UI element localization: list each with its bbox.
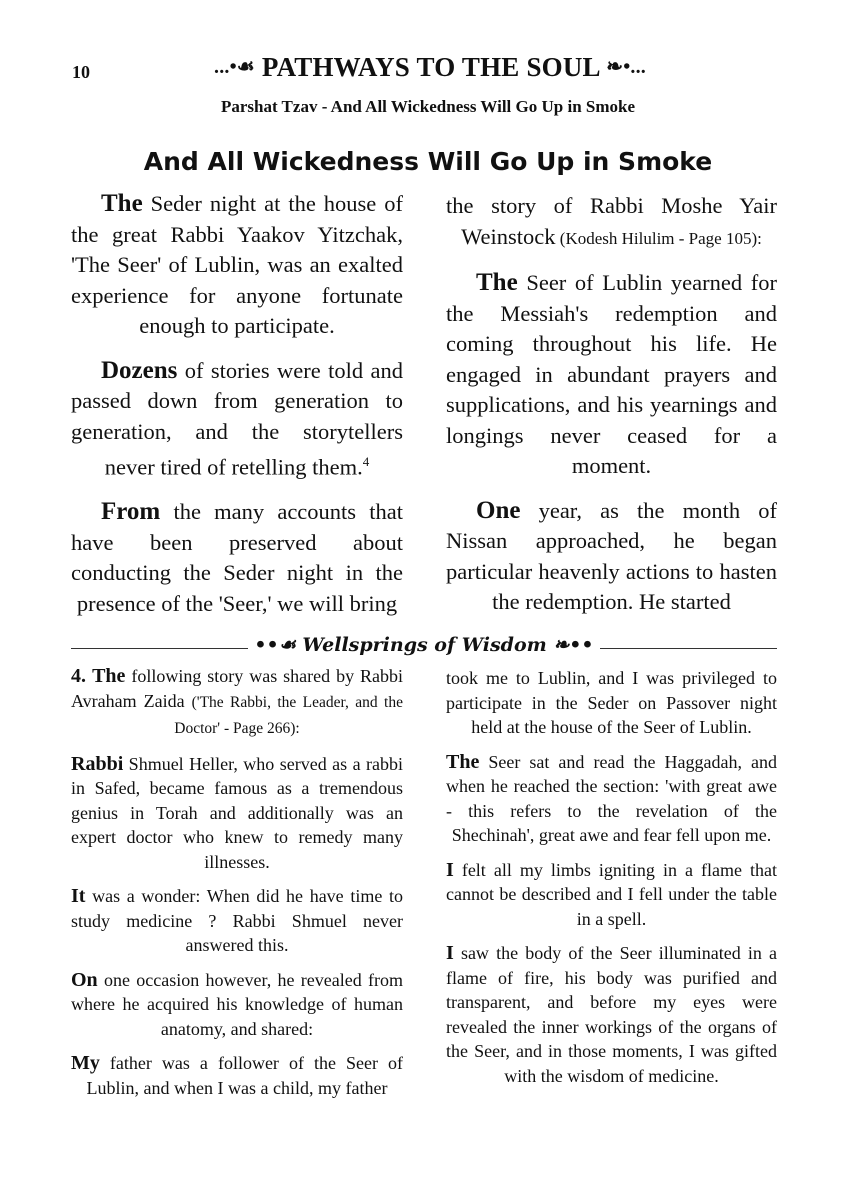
running-title [130,52,730,83]
lead-word: The [101,190,143,217]
divider-label [71,634,777,656]
paragraph-continuation [446,191,777,254]
paragraph [71,356,403,484]
footnote-text: following story was shared by Rabbi Avraham Zaida [71,666,403,711]
footnote-paragraph [71,664,403,742]
paragraph [446,268,777,482]
divider-ornament-left-icon: ••☙ [254,634,296,656]
paragraph-text: of stories were told and passed down from generation to generation, and the storytellers never tired of retelling them. [71,357,403,480]
footnote-paragraph [71,752,403,875]
footnote-text: was a wonder: When did he have time to study medicine ? Rabbi Shmuel never answered this. [71,886,403,955]
footnote-paragraph [71,1051,403,1100]
article-column-left [71,189,403,633]
lead-word: It [71,885,86,907]
footnote-paragraph [71,884,403,958]
ornament-left-icon: ...•☙ [214,56,255,78]
lead-word: Rabbi [71,752,124,775]
lead-word: My [71,1052,100,1074]
footnote-continuation [446,666,777,740]
source-reference: (Kodesh Hilulim - Page 105): [555,228,762,248]
paragraph-text: Seder night at the house of the great Rabbi Yaakov Yitzchak, 'The Seer' of Lublin, was an exalted experience for anyone fortunate enough to participate. [71,191,403,338]
lead-word: Dozens [101,356,178,384]
paragraph [446,496,777,618]
divider-label-text: Wellsprings of Wisdom [302,634,547,656]
lead-word: The [476,269,518,296]
lead-word: From [101,498,161,525]
source-reference: ('The Rabbi, the Leader, and the Doctor' - Page 266): [174,693,403,737]
divider-ornament-right-icon: ❧•• [553,634,594,656]
footnote-text: Seer sat and read the Haggadah, and when he reached the section: 'with great awe - this refers to the revelation of the Shechinah', great awe and fear fell upon me. [446,751,777,845]
footnote-paragraph [446,941,777,1088]
footnote-text: one occasion however, he revealed from where he acquired his knowledge of human anatomy, and shared: [71,969,403,1039]
lead-word: The [446,750,480,773]
paragraph-text: the story of Rabbi Moshe Yair Weinstock [446,193,777,249]
footnote-paragraph [71,968,403,1042]
footnote-text: Shmuel Heller, who served as a rabbi in Safed, became famous as a tremendous genius in Torah and additionally was an expert doctor who knew to remedy many illnesses. [71,753,403,872]
paragraph [71,189,403,342]
running-title-text: PATHWAYS TO THE SOUL [261,52,600,82]
lead-word: On [71,968,98,991]
lead-word: 4. The [71,665,126,687]
ornament-right-icon: ❧•... [606,56,646,78]
article-column-right [446,191,777,632]
page-subtitle: Parshat Tzav - And All Wickedness Will Go Up in Smoke [220,97,636,116]
footnote-text: father was a follower of the Seer of Lublin, and when I was a child, my father [86,1053,403,1098]
section-divider [71,634,777,660]
page-number: 10 [72,62,90,82]
lead-word: I [446,858,454,881]
footnote-column-left [71,664,403,1110]
footnote-mark[interactable]: 4 [362,454,370,469]
paragraph-text: year, as the month of Nissan approached, he began particular heavenly actions to hasten the redemption. He started [446,497,777,614]
paragraph [71,497,403,619]
paragraph-text: the many accounts that have been preserved about conducting the Seder night in the presence of the 'Seer,' we will bring [71,499,403,616]
paragraph-text: Seer of Lublin yearned for the Messiah's redemption and coming throughout his life. He engaged in abundant prayers and supplications, and his yearnings and longings never ceased for a moment. [446,270,777,478]
footnote-text: saw the body of the Seer illuminated in a flame of fire, his body was purified and transparent, and before my eyes were revealed the inner workings of the organs of the Seer, and in those moments, I was gifted with the wisdom of medicine. [446,943,777,1086]
lead-word: I [446,942,454,964]
footnote-paragraph [446,858,777,932]
footnote-text: took me to Lublin, and I was privileged to participate in the Seder on Passover night held at the house of the Seer of Lublin. [446,668,777,737]
footnote-paragraph [446,750,777,848]
lead-word: One [476,496,521,524]
footnote-column-right [446,666,777,1098]
footnote-text: felt all my limbs igniting in a flame that cannot be described and I fell under the table in a spell. [446,859,777,929]
article-title: And All Wickedness Will Go Up in Smoke [143,147,713,176]
